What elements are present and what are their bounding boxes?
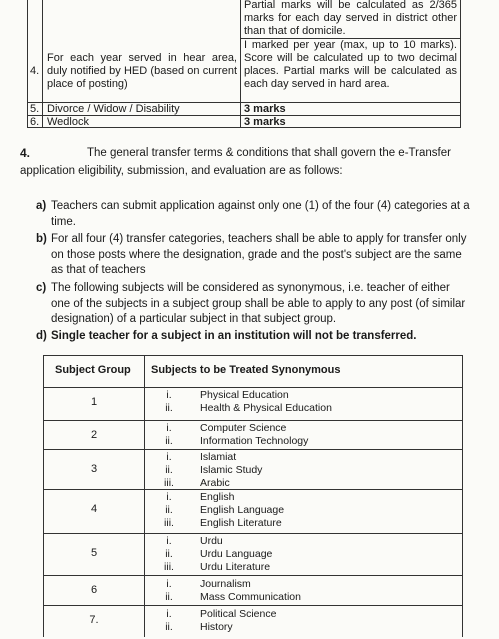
table-row xyxy=(44,489,462,530)
row6-marks: 3 marks xyxy=(244,116,286,128)
group-number: 4 xyxy=(90,503,98,515)
subjects: Political Science History xyxy=(200,608,277,633)
subjects: English English Language English Literature xyxy=(200,491,285,529)
numerals: i. ii. iii. xyxy=(164,491,174,529)
group-number: 7. xyxy=(89,614,99,626)
numerals: i. ii. xyxy=(165,608,173,633)
list-text: For all four (4) transfer categories, teachers shall be able to apply for transfer only on those posts where the designation, grade and the post's subject are the same as that of teachers xyxy=(51,233,467,276)
row5-marks: 3 marks xyxy=(244,103,286,115)
row4-marks-bottom: I marked per year (max, up to 10 marks). Score will be calculated up to two decimal places. Partial marks will be calculated as each day served in hard area. xyxy=(244,39,457,90)
group-number: 3 xyxy=(90,463,98,475)
row4-criteria: For each year served in hear area, duly notified by HED (based on current place of posting) xyxy=(47,52,237,90)
numerals: i. ii. xyxy=(165,389,173,414)
group-number: 2 xyxy=(90,429,98,441)
row5-criteria: Divorce / Widow / Disability xyxy=(47,103,180,115)
list-marker: b) xyxy=(36,233,47,245)
list-item-b xyxy=(36,232,471,279)
numerals: i. ii. xyxy=(165,422,173,447)
list-item-a xyxy=(36,199,471,230)
section-text: The general transfer terms & conditions that shall govern the e-Transfer application eligibility, submission, and evaluation are as follows: xyxy=(20,147,451,177)
column-divider xyxy=(240,0,241,127)
list-item-d xyxy=(36,329,471,345)
list-text: Teachers can submit application against only one (1) of the four (4) categories at a time. xyxy=(51,200,470,228)
table-row xyxy=(44,605,462,639)
list-item-c xyxy=(36,281,471,328)
table-row xyxy=(44,387,462,416)
column-divider xyxy=(42,0,43,127)
group-number: 6 xyxy=(90,584,98,596)
subject-table xyxy=(43,355,463,637)
table-row xyxy=(44,533,462,574)
row6-number: 6. xyxy=(30,116,40,128)
row4-marks-top: Partial marks will be calculated as 2/365 marks for each day served in district other than that of domicile. xyxy=(244,0,457,37)
table-row xyxy=(44,420,462,449)
group-number: 5 xyxy=(90,547,98,559)
subjects: Islamiat Islamic Study Arabic xyxy=(200,451,263,489)
list-marker: c) xyxy=(36,282,47,294)
header-synonymous-subjects: Subjects to be Treated Synonymous xyxy=(151,364,341,376)
subjects: Physical Education Health & Physical Education xyxy=(200,389,332,414)
list-marker: d) xyxy=(36,330,47,342)
list-marker: a) xyxy=(36,200,47,212)
table-row xyxy=(44,449,462,490)
row5-number: 5. xyxy=(30,103,40,115)
numerals: i. ii. iii. xyxy=(164,451,174,489)
numerals: i. ii. xyxy=(165,578,173,603)
header-subject-group: Subject Group xyxy=(55,364,131,376)
points-table xyxy=(27,0,461,128)
numerals: i. ii. iii. xyxy=(164,535,174,573)
row6-criteria: Wedlock xyxy=(47,116,89,128)
list-text: The following subjects will be considered as synonymous, i.e. teacher of either one of the subjects in a subject group shall be able to apply to any post (of similar designation) of a particular subject in that subject group. xyxy=(51,282,466,325)
section-number: 4. xyxy=(20,146,31,160)
table-row xyxy=(44,575,462,605)
subjects: Journalism Mass Communication xyxy=(200,578,301,603)
subjects: Urdu Urdu Language Urdu Literature xyxy=(200,535,273,573)
list-text: Single teacher for a subject in an institution will not be transferred. xyxy=(51,330,417,342)
group-number: 1 xyxy=(90,396,98,408)
row4-number: 4. xyxy=(30,65,40,77)
subjects: Computer Science Information Technology xyxy=(200,422,309,447)
